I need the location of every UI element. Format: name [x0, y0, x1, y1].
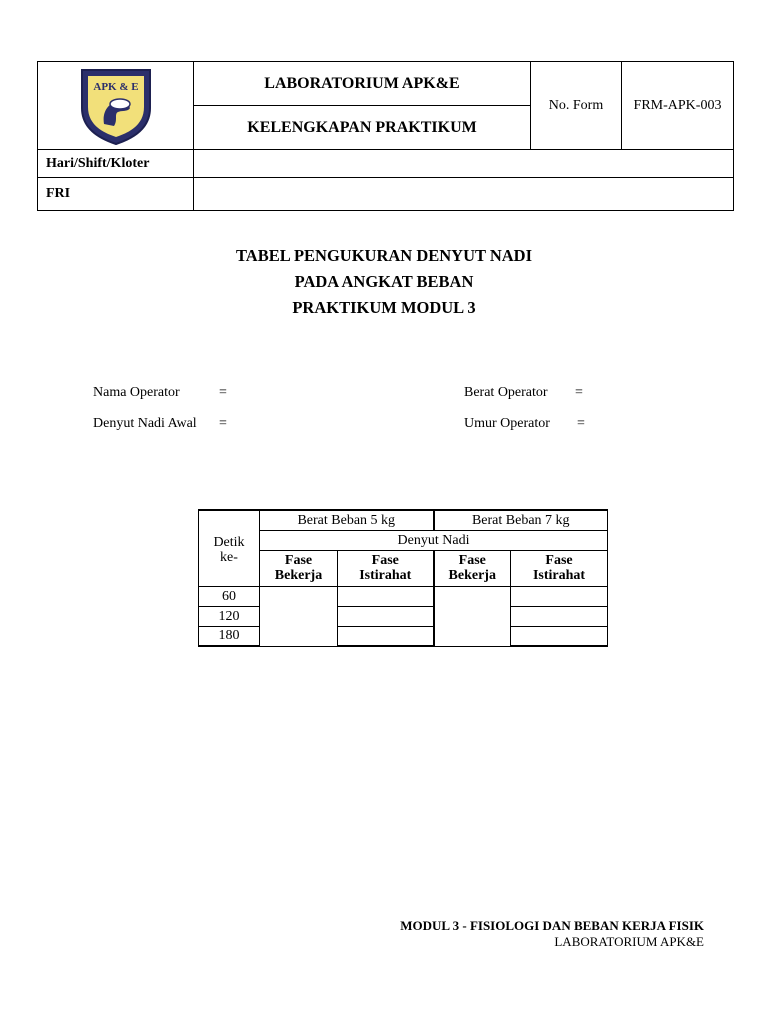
fri-label: FRI [38, 178, 194, 211]
fase-label: Fase [458, 553, 486, 568]
fase-istirahat-7kg [511, 550, 608, 586]
logo-text: APK & E [92, 80, 139, 93]
title-line-2: PADA ANGKAT BEBAN [294, 272, 474, 291]
istirahat-label: Istirahat [532, 568, 586, 583]
istirahat-7kg-cell-60[interactable] [511, 586, 608, 606]
istirahat-5kg-cell-120[interactable] [338, 606, 434, 626]
apke-logo [78, 66, 154, 146]
detik-header [199, 510, 260, 586]
hari-shift-value[interactable] [194, 150, 734, 178]
bekerja-7kg-cell[interactable] [434, 586, 511, 646]
umur-operator-label: Umur Operator [464, 416, 550, 431]
istirahat-5kg-cell-180[interactable] [338, 626, 434, 646]
bekerja-5kg-cell[interactable] [260, 586, 338, 646]
beban-7kg-header: Berat Beban 7 kg [434, 510, 608, 530]
form-label: No. Form [531, 62, 622, 150]
detik-row-60: 60 [199, 586, 260, 606]
fri-value[interactable] [194, 178, 734, 211]
fase-label: Fase [284, 553, 313, 568]
detik-row-120: 120 [199, 606, 260, 626]
form-header [37, 61, 734, 211]
subtitle: KELENGKAPAN PRAKTIKUM [194, 106, 531, 150]
page-footer [400, 918, 704, 950]
detik-row-180: 180 [199, 626, 260, 646]
logo-cell [38, 62, 194, 150]
nama-operator-label: Nama Operator [93, 385, 180, 400]
title-line-3: PRAKTIKUM MODUL 3 [292, 298, 476, 317]
nama-operator-equals: = [219, 385, 227, 400]
berat-operator-label: Berat Operator [464, 385, 548, 400]
detik-ke-label: ke- [220, 550, 238, 565]
denyut-nadi-awal-equals: = [219, 416, 227, 431]
detik-label: Detik [213, 535, 245, 550]
istirahat-7kg-cell-180[interactable] [511, 626, 608, 646]
fase-bekerja-7kg [434, 550, 511, 586]
form-code: FRM-APK-003 [622, 62, 734, 150]
lab-title: LABORATORIUM APK&E [194, 62, 531, 106]
fase-istirahat-5kg [338, 550, 434, 586]
umur-operator-equals: = [577, 416, 585, 431]
beban-5kg-header: Berat Beban 5 kg [260, 510, 434, 530]
hari-shift-label: Hari/Shift/Kloter [38, 150, 194, 178]
document-title [0, 243, 768, 321]
denyut-nadi-header: Denyut Nadi [260, 530, 608, 550]
footer-module: MODUL 3 - FISIOLOGI DAN BEBAN KERJA FISIK [400, 918, 704, 933]
istirahat-5kg-cell-60[interactable] [338, 586, 434, 606]
footer-lab: LABORATORIUM APK&E [554, 934, 704, 949]
istirahat-label: Istirahat [359, 568, 412, 583]
pulse-table [198, 509, 608, 647]
denyut-nadi-awal-label: Denyut Nadi Awal [93, 416, 197, 431]
fase-label: Fase [371, 553, 399, 568]
istirahat-7kg-cell-120[interactable] [511, 606, 608, 626]
title-line-1: TABEL PENGUKURAN DENYUT NADI [236, 246, 532, 265]
bekerja-label: Bekerja [448, 568, 496, 583]
bekerja-label: Bekerja [274, 568, 323, 583]
fase-bekerja-5kg [260, 550, 338, 586]
fase-label: Fase [545, 553, 573, 568]
berat-operator-equals: = [575, 385, 583, 400]
